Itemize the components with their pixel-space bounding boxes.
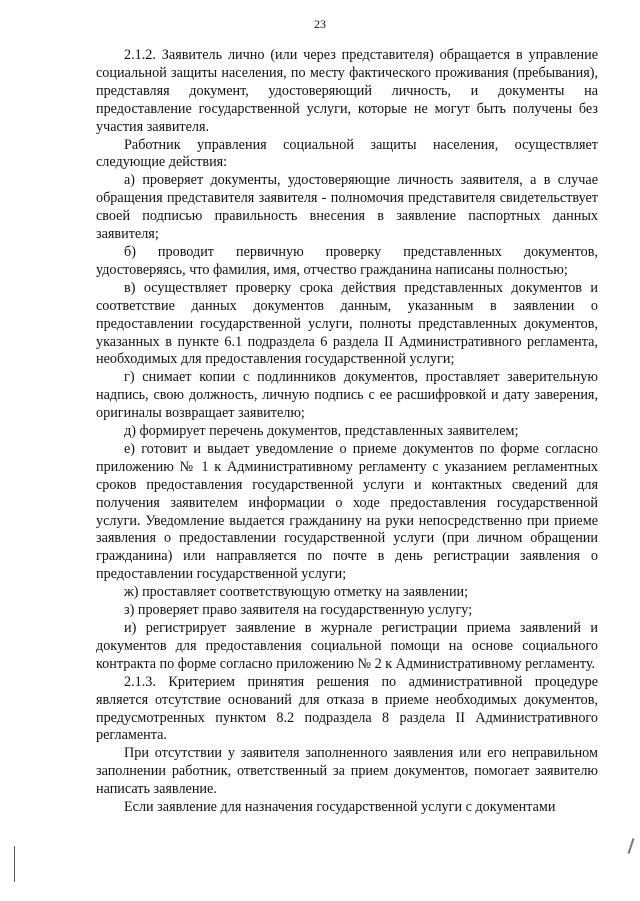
scan-edge-mark xyxy=(14,846,15,882)
list-item-v: в) осуществляет проверку срока действия представленных документов и соответствие данных документов данным, указанным в заявлении о предоставлении государственной услуги, полноты представленных документов, указанных в пункте 6.1 подраздела 6 раздела II Административного регламента, необходимых для предоставления государственной услуги; xyxy=(96,279,598,368)
list-item-a: а) проверяет документы, удостоверяющие личность заявителя, а в случае обращения представителя заявителя - полномочия представителя свидетельствует своей подписью правильность внесения в заявление паспортных данных заявителя; xyxy=(96,172,598,243)
list-item-z: з) проверяет право заявителя на государственную услугу; xyxy=(124,602,473,619)
list-item-e: е) готовит и выдает уведомление о приеме документов по форме согласно приложению № 1 к Административному регламенту с указанием регламентных сроков предоставления государственной услуги и контактных сведений для получения заявителем информации о ходе предоставления государственной услуги. Уведомление выдается гражданину на руки непосредственно при приеме заявления о предоставлении государственной услуги (при личном обращении гражданина) или направляется по почте в день регистрации заявления о предоставлении государственной услуги; xyxy=(96,440,598,583)
paragraph-truncated: Если заявление для назначения государственной услуги с документами xyxy=(124,799,556,816)
paragraph-worker-actions: Работник управления социальной защиты населения, осуществляет следующие действия: xyxy=(96,136,598,171)
list-item-d: д) формирует перечень документов, представленных заявителем; xyxy=(124,423,519,440)
paragraph-no-application: При отсутствии у заявителя заполненного заявления или его неправильном заполнении работник, ответственный за прием документов, помогает заявителю написать заявление. xyxy=(96,745,598,798)
paragraph-2-1-3: 2.1.3. Критерием принятия решения по административной процедуре является отсутствие оснований для отказа в приеме необходимых документов, предусмотренных пунктом 8.2 подраздела 8 раздела II Административного регламента. xyxy=(96,673,598,744)
page-number: 23 xyxy=(314,17,326,31)
list-item-b: б) проводит первичную проверку представленных документов, удостоверяясь, что фамилия, имя, отчество гражданина написаны полностью; xyxy=(96,243,598,278)
scan-edge-mark-right xyxy=(628,838,635,854)
list-item-g: г) снимает копии с подлинников документов, проставляет заверительную надпись, свою должность, личную подпись с ее расшифровкой и дату заверения, оригиналы возвращает заявителю; xyxy=(96,369,598,422)
document-body xyxy=(96,47,598,817)
paragraph-2-1-2: 2.1.2. Заявитель лично (или через представителя) обращается в управление социальной защиты населения, по месту фактического проживания (пребывания), представляя документ, удостоверяющий личность, и документы на предоставление государственной услуги, которые не могут быть получены без участия заявителя. xyxy=(96,47,598,135)
list-item-i: и) регистрирует заявление в журнале регистрации приема заявлений и документов для предоставления социальной помощи на основе социального контракта по форме согласно приложению № 2 к Административному регламенту. xyxy=(96,620,598,672)
list-item-zh: ж) проставляет соответствующую отметку на заявлении; xyxy=(124,584,469,601)
